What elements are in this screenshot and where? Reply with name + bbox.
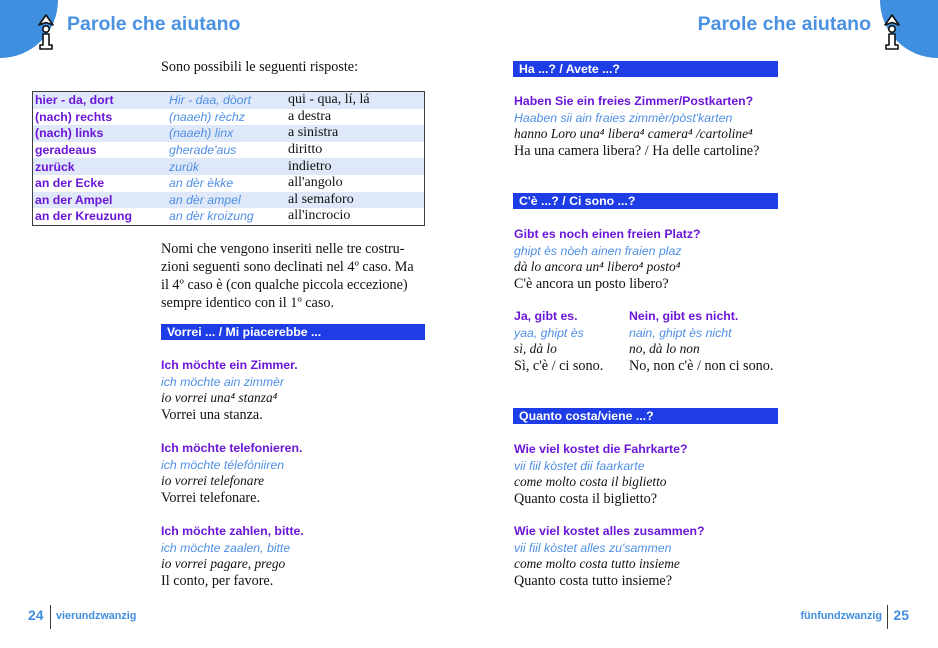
answer-no [629,308,773,375]
paragraph-line: il 4º caso è (con qualche piccola eccezione) [161,277,408,293]
table-row [33,158,425,175]
italian-translation: Vorrei una stanza. [161,406,263,423]
pronunciation: an dèr kroizung [169,209,254,224]
page-footer [789,605,909,629]
section-heading: C'è ...? / Ci sono ...? [513,193,778,209]
german-phrase: Ja, gibt es. [514,309,578,323]
phrase-block [161,357,298,424]
german-phrase: Gibt es noch einen freien Platz? [514,227,701,241]
page-footer [28,605,168,629]
pronunciation: ich möchte zaalen, bitte [161,540,291,555]
paragraph-line: Nomi che vengono inseriti nelle tre costru- [161,241,405,257]
literal-translation: io vorrei una⁴ stanza⁴ [161,390,278,405]
section-heading: Quanto costa/viene ...? [513,408,778,424]
italian-translation: No, non c'è / non ci sono. [629,357,774,374]
table-row [33,125,425,142]
pronunciation: yaa, ghipt ès [514,325,584,340]
german-phrase: Wie viel kostet alles zusammen? [514,524,705,538]
section-heading: Ha ...? / Avete ...? [513,61,778,77]
phrase-block [514,523,705,590]
italian-translation: C'è ancora un posto libero? [514,275,669,292]
italian-translation: al semaforo [286,192,425,209]
literal-translation: no, dà lo non [629,341,700,356]
italian-translation: qui - qua, lí, lá [286,92,425,109]
pronunciation: nain, ghipt ès nicht [629,325,732,340]
italian-translation: Ha una camera libera? / Ha delle cartoline? [514,142,760,159]
german-phrase: Nein, gibt es nicht. [629,309,739,323]
table-row [33,142,425,159]
literal-translation: sì, dà lo [514,341,557,356]
pronunciation: an dèr èkke [169,176,234,191]
italian-translation: Vorrei telefonare. [161,489,260,506]
german-term: geradeaus [35,143,97,158]
literal-translation: io vorrei telefonare [161,473,265,488]
german-term: an der Ecke [35,176,105,191]
info-icon [34,12,58,52]
german-phrase: Ich möchte zahlen, bitte. [161,524,304,538]
italian-translation: Quanto costa tutto insieme? [514,572,672,589]
german-term: an der Ampel [33,192,168,209]
german-term: hier - da, dort [33,92,168,109]
italian-translation: Sì, c'è / ci sono. [514,357,604,374]
page-number: 24 [28,607,44,623]
pronunciation: zurük [167,158,286,175]
italian-translation: all'incrocio [288,208,351,224]
pronunciation: Haaben sii ain fraies zimmèr/pòst'karten [514,110,733,125]
intro-text: Sono possibili le seguenti risposte: [161,59,359,75]
answer-yes [514,308,603,375]
german-term: zurück [33,158,168,175]
literal-translation: io vorrei pagare, prego [161,556,286,571]
table-row [33,109,425,126]
literal-translation: hanno Loro una⁴ libera⁴ camera⁴ /cartoline⁴ [514,126,753,141]
page-header: Parole che aiutano [67,13,241,35]
page-header: Parole che aiutano [697,13,871,35]
pronunciation: gherade'aus [169,143,237,158]
page-number: 25 [893,607,909,623]
german-term: (nach) rechts [35,109,113,124]
pronunciation: (naaeh) rèchz [169,109,245,124]
literal-translation: come molto costa tutto insieme [514,556,680,571]
footer-divider [887,605,888,629]
italian-translation: all'angolo [288,175,343,191]
footer-divider [50,605,51,629]
pronunciation: ich möchte télefóniiren [161,457,285,472]
phrase-block [514,93,759,160]
pronunciation: vii fiil kòstet alles zu'sammen [514,540,672,555]
italian-translation: Quanto costa il biglietto? [514,490,658,507]
italian-translation: a sinistra [286,125,425,142]
page-number-word: vierundzwanzig [56,610,137,622]
german-term: (nach) links [33,125,168,142]
italian-translation: Il conto, per favore. [161,572,274,589]
literal-translation: dà lo ancora un⁴ libero⁴ posto⁴ [514,259,681,274]
pronunciation: (naaeh) linx [167,125,286,142]
phrase-block [514,441,687,508]
pronunciation: vii fiil kòstet dii faarkarte [514,458,645,473]
table-row [33,92,425,109]
german-phrase: Haben Sie ein freies Zimmer/Postkarten? [514,94,754,108]
italian-translation: indietro [286,158,425,175]
phrase-block [161,440,302,507]
german-phrase: Ich möchte ein Zimmer. [161,358,298,372]
phrase-block [161,523,304,590]
page-number-word: fünfundzwanzig [800,610,882,622]
italian-translation: diritto [288,142,323,158]
pronunciation: ghipt ès nòeh ainen fraien plaz [514,243,682,258]
vocab-table [32,91,425,226]
paragraph-line: zioni seguenti sono declinati nel 4º caso. Ma [161,259,414,275]
german-phrase: Ich möchte telefonieren. [161,441,303,455]
german-term: an der Kreuzung [35,209,133,224]
table-row [33,208,425,225]
pronunciation: Hir - daa, dòort [167,92,286,109]
german-phrase: Wie viel kostet die Fahrkarte? [514,442,688,456]
grammar-note [161,240,431,312]
section-heading: Vorrei ... / Mi piacerebbe ... [161,324,425,340]
italian-translation: a destra [288,108,332,124]
info-icon [880,12,904,52]
paragraph-line: sempre identico con il 1º caso. [161,295,335,311]
pronunciation: an dèr ampel [167,192,286,209]
pronunciation: ich möchte ain zimmèr [161,374,285,389]
literal-translation: come molto costa il biglietto [514,474,667,489]
right-page [469,0,938,648]
phrase-block [514,226,701,293]
table-row [33,175,425,192]
table-row [33,192,425,209]
